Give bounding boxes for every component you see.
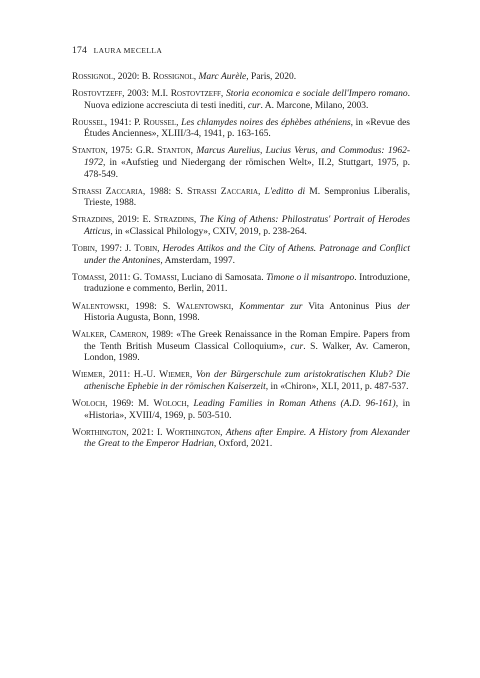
entry-text: , <box>189 370 197 381</box>
entry-author: Walker, Cameron <box>72 330 147 341</box>
entry-text: , 2003: M.I. <box>122 89 171 100</box>
entry-text: , Amsterdam, 1997. <box>160 255 236 266</box>
bibliography-entry <box>72 244 410 267</box>
bibliography-entry <box>72 330 410 365</box>
entry-text: , 1998: S. <box>126 301 177 312</box>
entry-text: Vita Antoninus Pius <box>302 301 398 312</box>
entry-text: , in «Aufstieg und Niedergang der römischen Welt», II.2, Stuttgart, 1975, p. 478-549. <box>84 158 410 180</box>
entry-title: Herodes Attikos and the City of Athens. Patronage and Conflict under the Antonines <box>84 244 410 266</box>
entry-author: Roussel <box>143 117 177 128</box>
entry-author: Wiemer <box>72 370 103 381</box>
entry-text: , 1988: S. <box>142 186 188 197</box>
bibliography-entry <box>72 89 410 112</box>
entry-text: , <box>220 89 226 100</box>
entry-author: Tomassi <box>144 272 177 283</box>
entry-title: cur <box>290 341 304 352</box>
entry-title: Marcus Aurelius, Lucius Verus, and Commodus: 1962-1972 <box>84 146 410 169</box>
bibliography-entry <box>72 273 410 296</box>
entry-text: , 2011: G. <box>104 272 145 283</box>
entry-text: , in «Revue des Études Anciennes», XLIII/3-4, 1941, p. 163-165. <box>84 117 410 140</box>
entry-text: , <box>193 215 200 226</box>
entry-text: , Luciano di Samosata. <box>176 272 267 283</box>
entry-text: , Oxford, 2021. <box>213 439 273 450</box>
entry-author: Woloch <box>72 399 106 410</box>
entry-title: Kommentar zur <box>239 301 303 312</box>
bibliography-entry <box>72 146 410 181</box>
entry-text: , <box>186 399 194 410</box>
entry-title: Storia economica e sociale dell'Impero romano <box>225 89 408 100</box>
entry-text: , 1997: J. <box>94 244 135 255</box>
entry-title: cur <box>247 100 261 111</box>
entry-author: Rossignol <box>72 72 113 82</box>
entry-author: Roussel <box>72 117 105 128</box>
page-number: 174 <box>72 45 87 56</box>
entry-title: Leading Families in Roman Athens (A.D. 96-161) <box>193 399 396 410</box>
entry-author: Strassi Zaccaria <box>72 186 143 197</box>
entry-text: , in «Chiron», XLI, 2011, p. 487-537. <box>265 382 409 393</box>
entry-text: , 1941: P. <box>104 117 144 128</box>
entry-text: , <box>176 117 182 128</box>
entry-author: Rostovtzeff <box>72 89 123 100</box>
entry-author: Tobin <box>134 244 158 255</box>
bibliography-list <box>72 72 410 457</box>
entry-author: Worthington <box>72 427 127 438</box>
entry-author: Worthington <box>165 427 221 438</box>
entry-text: , Paris, 2020. <box>246 72 297 82</box>
entry-title: Les chlamydes noires des éphèbes athéniens <box>181 117 351 128</box>
entry-text: , <box>231 301 240 312</box>
entry-author: Strazdins <box>154 215 194 226</box>
entry-title: Timone o il misantropo <box>266 272 355 283</box>
entry-text: Historia Augusta, Bonn, 1998. <box>84 313 200 324</box>
entry-title: Athens after Empire. A History from Alexander the Great to the Emperor Hadrian <box>84 427 410 450</box>
entry-author: Wiemer <box>159 370 190 381</box>
entry-author: Rossignol <box>152 72 194 82</box>
bibliography-entry <box>72 302 410 325</box>
entry-text: . S. Walker, Av. Cameron, London, 1989. <box>84 341 410 364</box>
entry-author: Stanton <box>72 146 106 157</box>
entry-author: Rostovtzeff <box>170 89 221 100</box>
entry-text: , <box>157 244 163 255</box>
entry-text: . A. Marcone, Milano, 2003. <box>260 100 369 111</box>
entry-text: , <box>220 427 226 438</box>
entry-text: , 1975: G.R. <box>105 146 158 157</box>
entry-text: , <box>193 72 199 82</box>
entry-text: , in «Classical Philology», CXIV, 2019, p. 238-264. <box>110 227 307 238</box>
running-head: LAURA MECELLA <box>93 46 163 55</box>
entry-text: , <box>258 186 265 197</box>
entry-text: . Nuova edizione accresciuta di testi inediti, <box>84 89 410 111</box>
entry-text: M. Sempronius Liberalis, Trieste, 1988. <box>84 186 410 209</box>
entry-text: , <box>190 146 197 157</box>
bibliography-entry <box>72 370 410 393</box>
entry-title: Von der Bürgerschule zum aristokratischen Klub? Die athenische Ephebie in der römischen Kaiserzeit <box>84 370 411 393</box>
entry-text: . Introduzione, traduzione e commento, Berlin, 2011. <box>84 272 410 295</box>
entry-author: Walentowski <box>72 301 127 312</box>
bibliography-entry <box>72 215 410 238</box>
entry-text: , 2021: I. <box>126 427 166 438</box>
entry-text: , 2019: E. <box>111 215 155 226</box>
entry-title: L'editto di <box>264 186 306 197</box>
page-header <box>72 45 162 56</box>
entry-author: Strassi Zaccaria <box>187 186 258 197</box>
entry-author: Tomassi <box>72 272 105 283</box>
entry-author: Stanton <box>157 146 191 157</box>
entry-text: , 2020: B. <box>112 72 153 82</box>
entry-author: Walentowski <box>176 301 232 312</box>
entry-text: , 1969: M. <box>105 399 154 410</box>
entry-title: der <box>397 301 411 312</box>
bibliography-entry <box>72 187 410 210</box>
bibliography-entry <box>72 118 410 141</box>
entry-text: , 1989: «The Greek Renaissance in the Roman Empire. Papers from the Tenth British Museum Classical Colloquium», <box>84 330 411 352</box>
entry-author: Strazdins <box>72 215 112 226</box>
bibliography-entry <box>72 399 410 422</box>
entry-text: , in «Historia», XVIII/4, 1969, p. 503-510. <box>84 399 411 421</box>
entry-title: The King of Athens: Philostratus' Portrait of Herodes Atticus <box>84 215 411 238</box>
entry-text: , 2011: H.-U. <box>102 370 160 381</box>
entry-author: Tobin <box>72 244 95 255</box>
entry-title: Marc Aurèle <box>198 72 247 82</box>
entry-author: Woloch <box>153 399 187 410</box>
bibliography-entry <box>72 428 410 451</box>
bibliography-entry <box>72 72 410 84</box>
